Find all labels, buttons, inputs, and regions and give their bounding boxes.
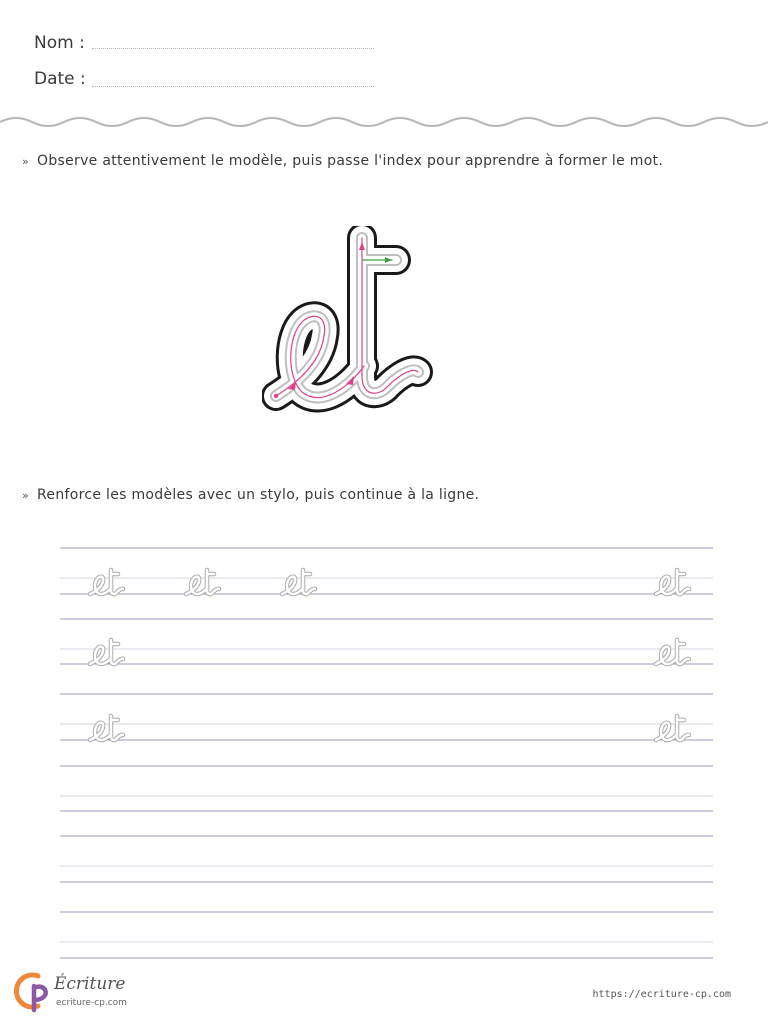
model-et-row2-1 [90, 640, 123, 664]
model-et-row1-4 [656, 570, 689, 594]
model-et-row1-1 [90, 570, 123, 594]
footer-url-link[interactable]: https://ecriture-cp.com [592, 989, 731, 1000]
ecriture-logo-icon [12, 968, 58, 1014]
instruction-observe: » Observe attentivement le modèle, puis passe l'index pour apprendre à former le mot. [22, 153, 664, 169]
model-et-row2-2 [656, 640, 689, 664]
model-et-row1-3 [282, 570, 315, 594]
model-et-row3-2 [656, 716, 689, 740]
name-label: Nom : [34, 33, 85, 53]
logo-title: Écriture [54, 974, 126, 994]
logo-site: ecriture-cp.com [56, 998, 127, 1008]
instruction-reinforce: » Renforce les modèles avec un stylo, puis continue à la ligne. [22, 487, 480, 503]
model-et-row3-1 [90, 716, 123, 740]
model-et-row1-2 [186, 570, 219, 594]
date-label: Date : [34, 69, 86, 89]
double-chevron-icon: » [22, 489, 30, 502]
double-chevron-icon: » [22, 155, 30, 168]
